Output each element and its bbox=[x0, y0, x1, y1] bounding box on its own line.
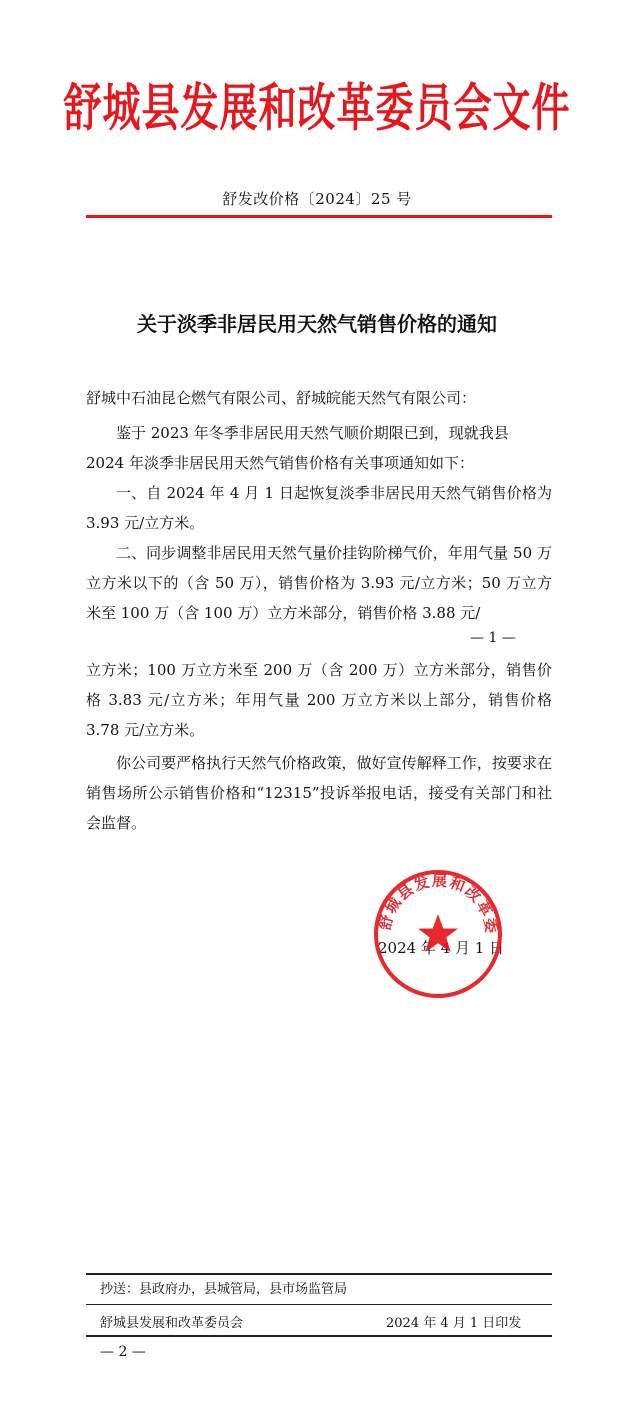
footer-cc-line: 抄送：县政府办，县城管局，县市场监管局 bbox=[100, 1282, 348, 1297]
paragraph-item-1: 一、自 2024 年 4 月 1 日起恢复淡季非居民用天然气销售价格为 3.93 元/立方米。 bbox=[86, 484, 552, 532]
official-seal-stamp bbox=[372, 868, 504, 1000]
seal-text: 舒城县发展和改革委 bbox=[375, 871, 501, 936]
document-number: 舒发改价格〔2024〕25 号 bbox=[222, 190, 412, 208]
notice-title: 关于淡季非居民用天然气销售价格的通知 bbox=[137, 312, 497, 336]
signature-date: 2024 年 4 月 1 日 bbox=[378, 939, 505, 957]
footer-middle-rule bbox=[86, 1304, 552, 1305]
footer-bottom-rule bbox=[86, 1335, 552, 1337]
agency-banner: 舒城县发展和改革委员会文件 bbox=[63, 78, 571, 138]
intro-line-2: 2024 年淡季非居民用天然气销售价格有关事项通知如下： bbox=[86, 454, 474, 472]
red-separator-rule bbox=[86, 215, 552, 218]
intro-line-1: 鉴于 2023 年冬季非居民用天然气顺价期限已到，现就我县 bbox=[116, 424, 509, 442]
paragraph-closing: 你公司要严格执行天然气价格政策，做好宣传解释工作，按要求在销售场所公示销售价格和“12315”投诉举报电话，接受有关部门和社会监督。 bbox=[86, 754, 552, 832]
seal-star-icon bbox=[418, 914, 458, 952]
page-number-1: — 1 — bbox=[470, 630, 516, 646]
paragraph-item-2: 二、同步调整非居民用天然气量价挂钩阶梯气价，年用气量 50 万立方米以下的（含 50 万），销售价格为 3.93 元/立方米；50 万立方米至 100 万（含 100 万）立方米部分，销售价格 3.88 元/ bbox=[86, 544, 552, 622]
paragraph-item-2-continued: 立方米；100 万立方米至 200 万（含 200 万）立方米部分，销售价格 3.83 元/立方米；年用气量 200 万立方米以上部分，销售价格 3.78 元/立方米。 bbox=[86, 661, 552, 739]
addressee: 舒城中石油昆仑燃气有限公司、舒城皖能天然气有限公司： bbox=[86, 389, 477, 407]
page-number-2: — 2 — bbox=[100, 1344, 146, 1360]
footer-issuer: 舒城县发展和改革委员会 bbox=[100, 1316, 244, 1331]
footer-print-date: 2024 年 4 月 1 日印发 bbox=[386, 1316, 522, 1331]
footer-top-rule bbox=[86, 1273, 552, 1275]
